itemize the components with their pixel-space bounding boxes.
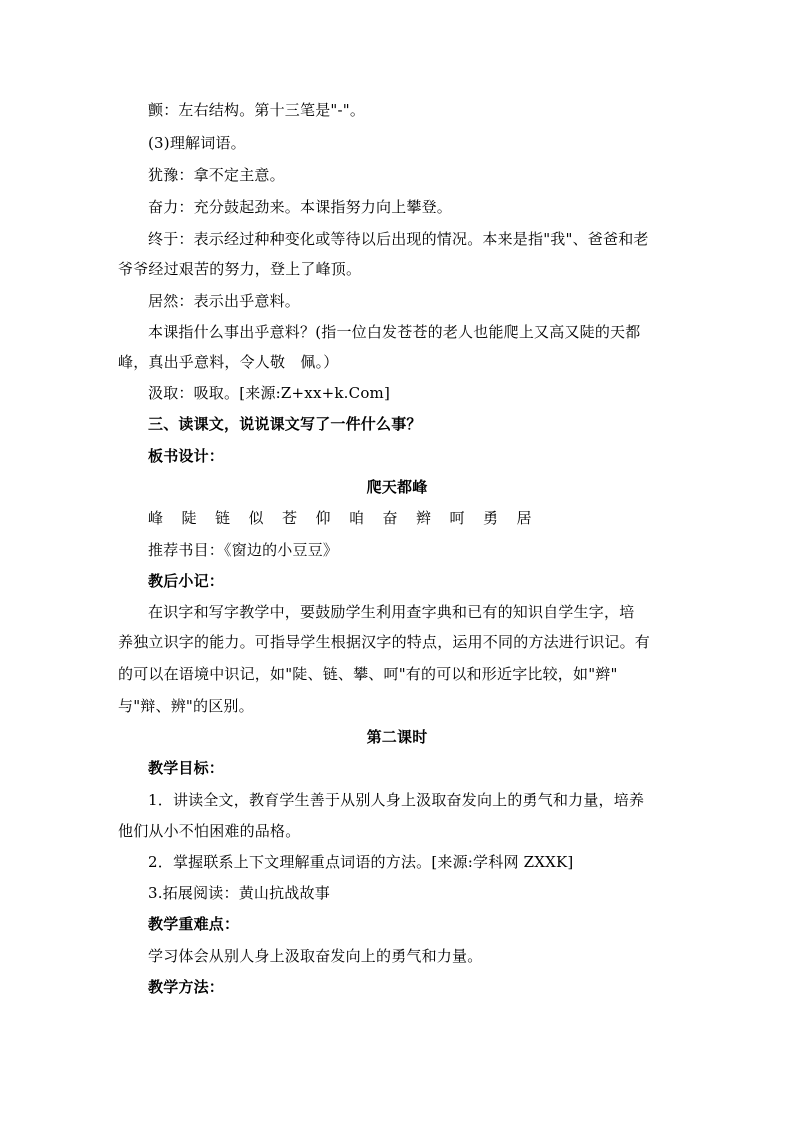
character: 勇	[483, 509, 499, 527]
text-line: 终于：表示经过种种变化或等待以后出现的情况。本来是指"我"、爸爸和老	[148, 230, 649, 248]
character: 居	[516, 509, 532, 527]
text-line: 与"辩、辨"的区别。	[118, 697, 254, 715]
character: 呵	[449, 509, 465, 527]
text-line: 奋力：充分鼓起劲来。本课指努力向上攀登。	[148, 198, 453, 216]
character: 苍	[282, 509, 298, 527]
character: 仰	[315, 509, 331, 527]
text-line: 居然：表示出乎意料。	[148, 292, 301, 310]
text-line: 2．掌握联系上下文理解重点词语的方法。[来源:学科网 ZXXK]	[148, 853, 574, 871]
text-line: 1．讲读全文，教育学生善于从别人身上汲取奋发向上的勇气和力量，培养	[148, 791, 645, 809]
section-heading: 教学方法：	[148, 978, 225, 996]
section-heading: 教学目标：	[148, 759, 225, 777]
text-line: 在识字和写字教学中，要鼓励学生利用查字典和已有的知识自学生字，培	[148, 603, 635, 621]
section-heading: 教后小记：	[148, 572, 225, 590]
text-line: 本课指什么事出乎意料？(指一位白发苍苍的老人也能爬上又高又陡的天都	[148, 323, 641, 341]
section-heading: 三、读课文，说说课文写了一件什么事？	[148, 415, 422, 433]
character: 咱	[349, 509, 365, 527]
section-heading: 教学重难点：	[148, 915, 240, 933]
text-line: (3)理解词语。	[148, 134, 246, 152]
text-line: 养独立识字的能力。可指导学生根据汉字的特点，运用不同的方法进行识记。有	[118, 633, 651, 651]
text-line: 汲取：吸取。[来源:Z+xx+k.Com]	[148, 384, 391, 402]
character: 辫	[416, 509, 432, 527]
text-line: 推荐书目：《窗边的小豆豆》	[148, 541, 339, 559]
section-title: 第二课时	[366, 728, 428, 746]
text-line: 犹豫：拿不定主意。	[148, 166, 285, 184]
character: 峰	[148, 509, 164, 527]
text-line: 颤：左右结构。第十三笔是"-"。	[148, 101, 366, 119]
text-line: 爷爷经过艰苦的努力，登上了峰顶。	[118, 260, 362, 278]
text-line: 3.拓展阅读：黄山抗战故事	[148, 884, 330, 902]
character: 陡	[181, 509, 197, 527]
section-heading: 板书设计：	[148, 447, 225, 465]
text-line: 峰，真出乎意料，令人敬 佩。）	[118, 353, 339, 371]
board-title: 爬天都峰	[366, 478, 428, 496]
character: 似	[248, 509, 264, 527]
character-list	[148, 508, 550, 528]
character: 奋	[382, 509, 398, 527]
text-line: 学习体会从别人身上汲取奋发向上的勇气和力量。	[148, 947, 483, 965]
character: 链	[215, 509, 231, 527]
text-line: 他们从小不怕困难的品格。	[118, 822, 301, 840]
text-line: 的可以在语境中识记，如"陡、链、攀、呵"有的可以和形近字比较，如"辫"	[118, 665, 618, 683]
